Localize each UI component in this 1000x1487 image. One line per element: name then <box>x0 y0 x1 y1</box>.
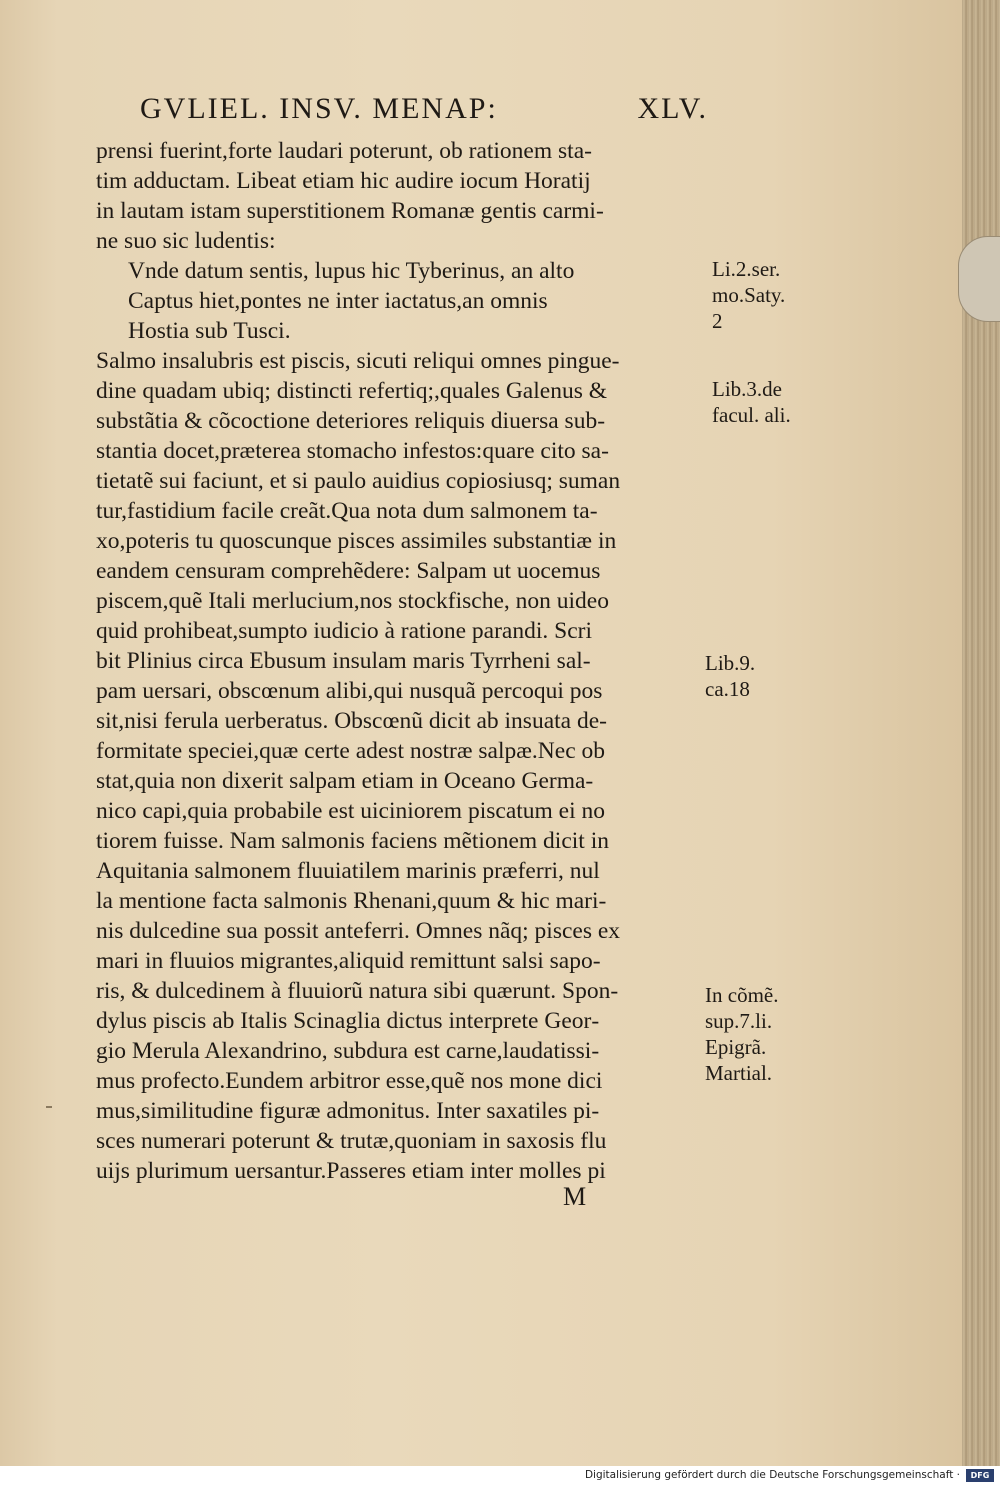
text-line: eandem censuram comprehẽdere: Salpam ut uocemus <box>96 558 601 584</box>
margin-note-line: Li.2.ser. <box>712 257 781 281</box>
text-line: nico capi,quia probabile est uiciniorem piscatum ei no <box>96 798 606 824</box>
margin-note <box>712 256 785 334</box>
text-line: gio Merula Alexandrino, subdura est carne,laudatissi‑ <box>96 1038 600 1064</box>
dfg-logo-icon: DFG <box>966 1469 994 1482</box>
footer-bar <box>0 1466 1000 1487</box>
text-line: tietatẽ sui faciunt, et si paulo auidius copiosiusq; suman <box>96 468 621 494</box>
margin-note-line: facul. ali. <box>712 403 791 427</box>
text-line: mus profecto.Eundem arbitror esse,quẽ nos mone dici <box>96 1068 603 1094</box>
text-line: tur,fastidium facile creãt.Qua nota dum salmonem ta‑ <box>96 498 598 524</box>
text-line: substãtia & cõcoctione deteriores reliquis diuersa sub‑ <box>96 408 606 434</box>
text-line: bit Plinius circa Ebusum insulam maris Tyrrheni sal‑ <box>96 648 591 674</box>
text-line: nis dulcedine sua possit anteferri. Omnes nãq; pisces ex <box>96 918 621 944</box>
text-line: formitate speciei,quæ certe adest nostræ salpæ.Nec ob <box>96 738 606 764</box>
text-line: uijs plurimum uersantur.Passeres etiam inter molles pi <box>96 1158 606 1184</box>
margin-note-line: Epigrã. <box>705 1035 767 1059</box>
margin-note <box>705 982 778 1086</box>
text-line: tim adductam. Libeat etiam hic audire iocum Horatij <box>96 168 591 194</box>
signature-mark: M <box>563 1182 587 1211</box>
stray-mark <box>46 1106 52 1108</box>
text-line: sit,nisi ferula uerberatus. Obscœnũ dicit ab insuata de‑ <box>96 708 607 734</box>
text-line: Aquitania salmonem fluuiatilem marinis præferri, nul <box>96 858 600 884</box>
text-line: xo,poteris tu quoscunque pisces assimiles substantiæ in <box>96 528 617 554</box>
margin-note-line: ca.18 <box>705 677 750 701</box>
verse-line: Hostia sub Tusci. <box>128 318 291 344</box>
text-line: in lautam istam superstitionem Romanæ gentis carmi‑ <box>96 198 604 224</box>
text-line: piscem,quẽ Itali merlucium,nos stockfische, non uideo <box>96 588 609 614</box>
folio-number: XLV. <box>637 92 708 125</box>
text-line: mus,similitudine figuræ admonitus. Inter saxatiles pi‑ <box>96 1098 600 1124</box>
margin-note-line: Lib.9. <box>705 651 756 675</box>
margin-note-line: sup.7.li. <box>705 1009 773 1033</box>
text-line: ris, & dulcedinem à fluuiorũ natura sibi quærunt. Spon‑ <box>96 978 619 1004</box>
margin-note-line: In cõmẽ. <box>705 983 779 1007</box>
text-line: mari in fluuios migrantes,aliquid remittunt salsi sapo‑ <box>96 948 601 974</box>
verse-line: Captus hiet,pontes ne inter iactatus,an omnis <box>128 288 548 314</box>
text-line: la mentione facta salmonis Rhenani,quum & hic mari‑ <box>96 888 607 914</box>
text-line: prensi fuerint,forte laudari poterunt, ob rationem sta‑ <box>96 138 592 164</box>
margin-note <box>712 376 791 428</box>
running-header <box>140 92 708 132</box>
page-edges <box>962 0 1000 1466</box>
text-line: sces numerari poterunt & trutæ,quoniam in saxosis flu <box>96 1128 607 1154</box>
text-line: Salmo insalubris est piscis, sicuti reliqui omnes pingue‑ <box>96 348 620 374</box>
margin-note-line: Martial. <box>705 1061 773 1085</box>
margin-note-line: mo.Saty. <box>712 283 786 307</box>
text-line: tiorem fuisse. Nam salmonis faciens mẽtionem dicit in <box>96 828 609 854</box>
text-line: stat,quia non dixerit salpam etiam in Oceano Germa‑ <box>96 768 594 794</box>
text-line: dylus piscis ab Italis Scinaglia dictus interprete Geor‑ <box>96 1008 600 1034</box>
margin-note <box>705 650 755 702</box>
funding-credit: Digitalisierung gefördert durch die Deutsche Forschungsgemeinschaft · <box>584 1469 960 1481</box>
text-line: pam uersari, obscœnum alibi,qui nusquã percoqui pos <box>96 678 603 704</box>
text-line: ne suo sic ludentis: <box>96 228 276 254</box>
running-head: GVLIEL. INSV. MENAP: <box>140 92 498 125</box>
margin-note-line: 2 <box>712 309 723 333</box>
text-line: dine quadam ubiq; distincti refertiq;,quales Galenus & <box>96 378 607 404</box>
text-line: stantia docet,præterea stomacho infestos:quare cito sa‑ <box>96 438 609 464</box>
clasp-tab <box>958 236 1000 322</box>
margin-note-line: Lib.3.de <box>712 377 782 401</box>
verse-line: Vnde datum sentis, lupus hic Tyberinus, an alto <box>128 258 575 284</box>
text-line: quid prohibeat,sumpto iudicio à ratione parandi. Scri <box>96 618 592 644</box>
